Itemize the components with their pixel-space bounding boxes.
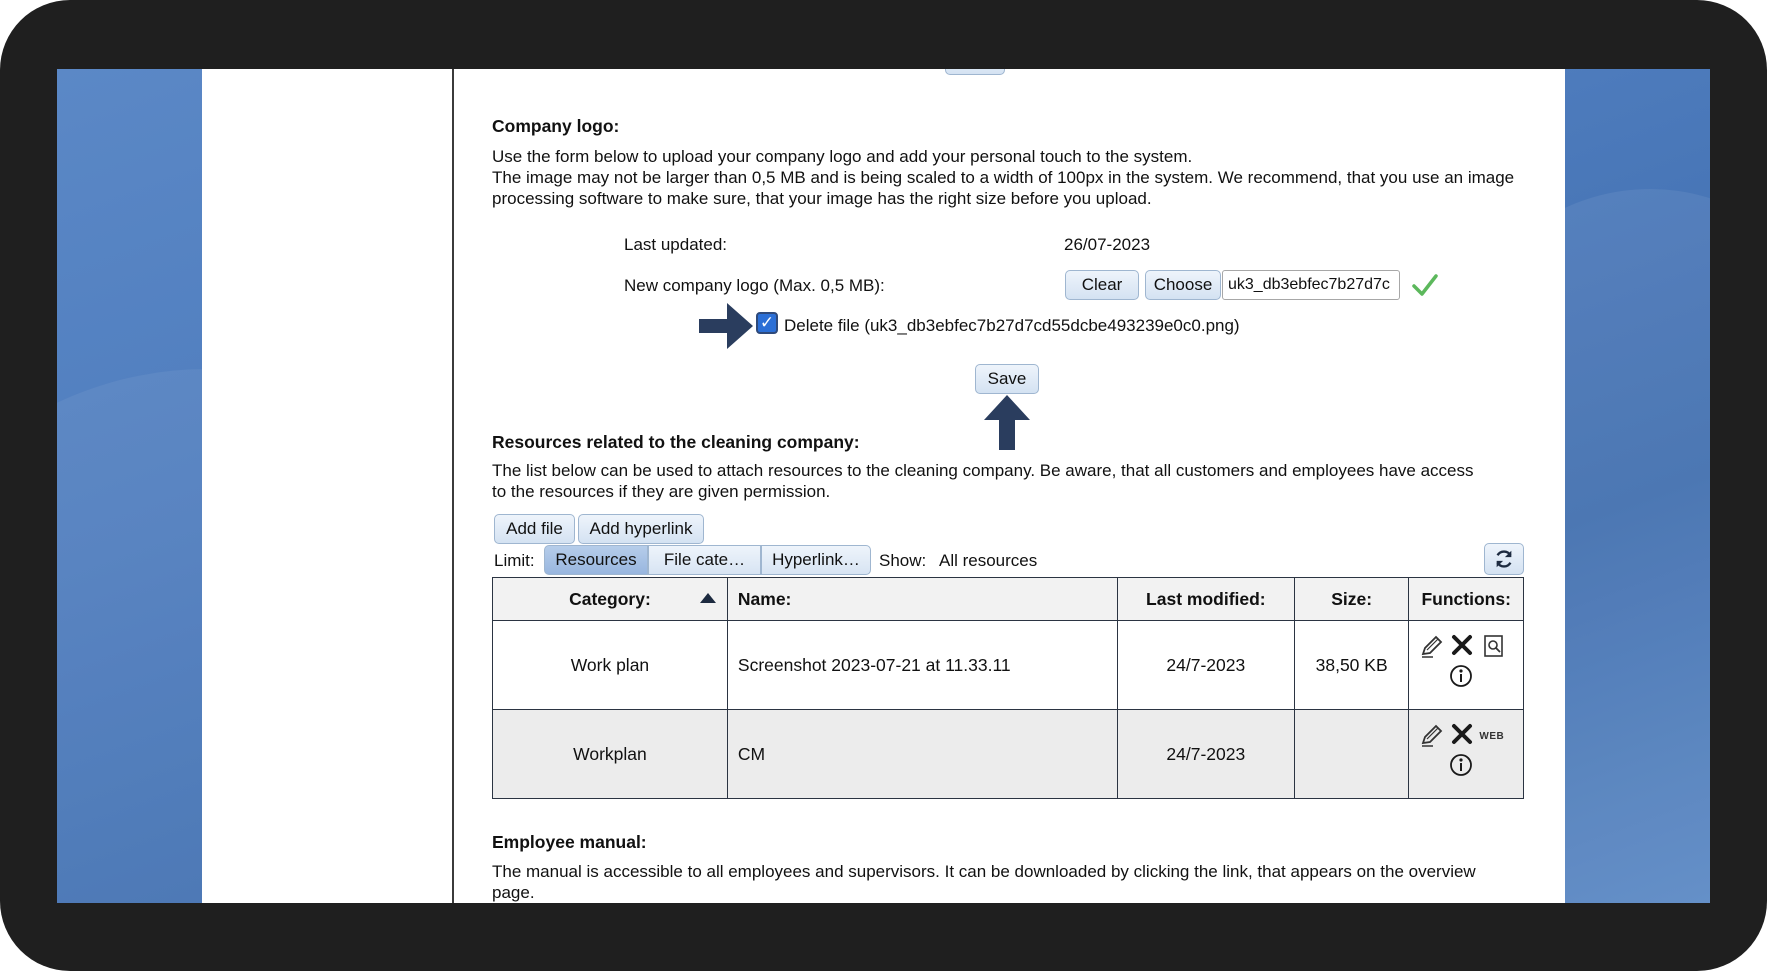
category-header-label: Category: — [569, 588, 651, 609]
edit-pencil-icon[interactable] — [1419, 633, 1445, 659]
row-category: Workplan — [493, 710, 728, 799]
table-row — [493, 710, 1524, 799]
last-updated-label: Last updated: — [624, 235, 728, 254]
company-logo-heading: Company logo: — [492, 116, 620, 136]
row-last-modified: 24/7-2023 — [1117, 621, 1294, 710]
table-header-row — [493, 578, 1524, 621]
category-column-header[interactable] — [493, 578, 728, 621]
clear-button[interactable]: Clear — [1065, 270, 1139, 300]
last-modified-column-header[interactable]: Last modified: — [1117, 578, 1294, 621]
company-logo-line1: Use the form below to upload your company logo and add your personal touch to the system. — [492, 147, 1193, 166]
company-logo-intro — [492, 146, 1522, 209]
row-functions — [1409, 710, 1524, 799]
add-file-button[interactable]: Add file — [494, 514, 575, 544]
scrolled-button-remnant[interactable] — [945, 69, 1005, 75]
annotation-arrow-up-icon — [982, 394, 1032, 452]
check-icon — [1411, 271, 1439, 299]
logo-file-input[interactable]: uk3_db3ebfec7b27d7c — [1222, 270, 1400, 300]
settings-content — [202, 69, 1565, 903]
row-size — [1294, 710, 1409, 799]
preview-icon[interactable] — [1481, 633, 1507, 659]
table-row — [493, 621, 1524, 710]
employee-manual-heading: Employee manual: — [492, 832, 647, 852]
refresh-button[interactable] — [1484, 543, 1524, 575]
size-column-header[interactable]: Size: — [1294, 578, 1409, 621]
row-name[interactable]: Screenshot 2023-07-21 at 11.33.11 — [727, 621, 1117, 710]
show-label: Show: — [879, 551, 927, 570]
resources-description: The list below can be used to attach resources to the cleaning company. Be aware, that all customers and employees have access to the resources if they are given permission. — [492, 461, 1474, 501]
info-icon[interactable] — [1448, 752, 1474, 778]
sort-asc-icon — [699, 592, 717, 604]
functions-column-header: Functions: — [1409, 578, 1524, 621]
new-logo-label: New company logo (Max. 0,5 MB): — [624, 276, 885, 295]
row-category: Work plan — [493, 621, 728, 710]
name-column-header[interactable]: Name: — [727, 578, 1117, 621]
row-size: 38,50 KB — [1294, 621, 1409, 710]
limit-file-categories-tab[interactable]: File cate… — [648, 545, 761, 575]
row-last-modified: 24/7-2023 — [1117, 710, 1294, 799]
limit-hyperlinks-tab[interactable]: Hyperlink… — [761, 545, 871, 575]
row-name[interactable]: CM — [727, 710, 1117, 799]
web-icon[interactable]: WEB — [1479, 731, 1505, 742]
choose-button[interactable]: Choose — [1145, 270, 1221, 300]
delete-file-checkbox[interactable]: ✓ — [756, 312, 778, 334]
desktop-background — [57, 69, 1710, 903]
info-icon[interactable] — [1448, 663, 1474, 689]
save-button[interactable]: Save — [975, 364, 1039, 394]
limit-label: Limit: — [494, 551, 535, 570]
row-functions — [1409, 621, 1524, 710]
limit-resources-tab[interactable]: Resources — [544, 545, 648, 575]
resources-heading: Resources related to the cleaning company: — [492, 432, 860, 452]
edit-pencil-icon[interactable] — [1419, 722, 1445, 748]
company-logo-line2: The image may not be larger than 0,5 MB and is being scaled to a width of 100px in the system. We recommend, that you use an image processing software to make sure, that your image has the right size before you upload. — [492, 168, 1515, 208]
delete-x-icon[interactable] — [1449, 632, 1475, 658]
annotation-arrow-right-icon — [699, 301, 755, 351]
last-updated-value: 26/07-2023 — [1064, 235, 1151, 254]
show-value[interactable]: All resources — [939, 551, 1038, 570]
resources-table — [492, 577, 1524, 799]
delete-x-icon[interactable] — [1449, 721, 1475, 747]
add-hyperlink-button[interactable]: Add hyperlink — [578, 514, 704, 544]
refresh-icon — [1493, 548, 1515, 570]
employee-manual-description: The manual is accessible to all employees and supervisors. It can be downloaded by clicking the link, that appears on the overview page. — [492, 862, 1476, 902]
delete-file-label[interactable]: Delete file (uk3_db3ebfec7b27d7cd55dcbe493239e0c0.png) — [784, 316, 1240, 335]
page-panel — [202, 69, 1565, 903]
